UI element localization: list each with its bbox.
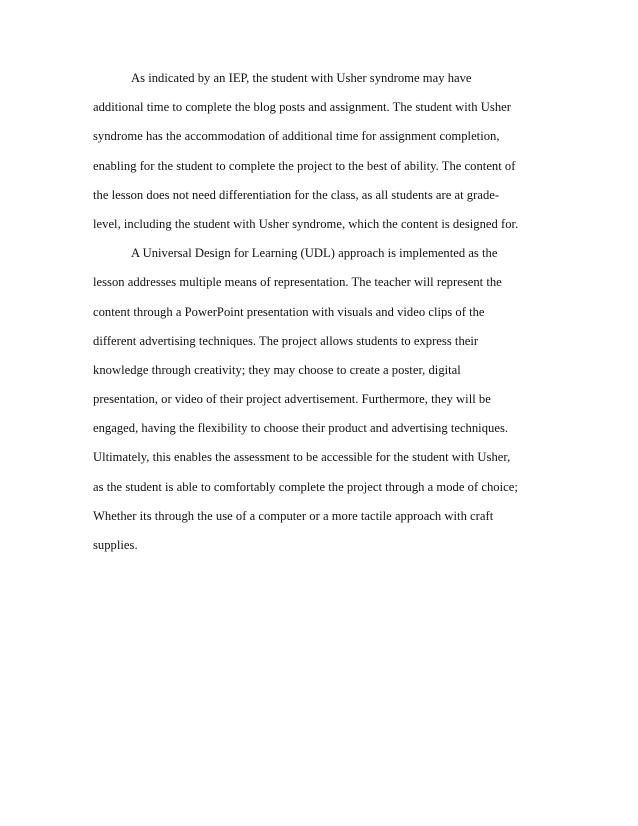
paragraph-accommodation [93, 64, 545, 239]
text-line: lesson addresses multiple means of representation. The teacher will represent the [93, 275, 502, 290]
text-line: the lesson does not need differentiation for the class, as all students are at grade- [93, 187, 500, 202]
text-line: presentation, or video of their project advertisement. Furthermore, they will be [93, 392, 491, 407]
text-line: knowledge through creativity; they may choose to create a poster, digital [93, 362, 461, 377]
text-line: content through a PowerPoint presentation with visuals and video clips of the [93, 304, 485, 319]
text-line: different advertising techniques. The project allows students to express their [93, 333, 479, 348]
text-line: additional time to complete the blog posts and assignment. The student with Usher [93, 100, 511, 115]
text-line: level, including the student with Usher syndrome, which the content is designed for. [93, 216, 519, 231]
text-line: supplies. [93, 538, 138, 552]
text-line: as the student is able to comfortably complete the project through a mode of choice; [93, 479, 518, 494]
text-line: Whether its through the use of a computer or a more tactile approach with craft [93, 508, 494, 523]
text-line: syndrome has the accommodation of additional time for assignment completion, [93, 129, 500, 144]
text-line: As indicated by an IEP, the student with Usher syndrome may have [131, 71, 472, 85]
text-line: Ultimately, this enables the assessment to be accessible for the student with Usher, [93, 450, 511, 465]
text-line: A Universal Design for Learning (UDL) approach is implemented as the [131, 246, 498, 261]
text-line: enabling for the student to complete the project to the best of ability. The content of [93, 158, 516, 173]
paragraph-udl [93, 239, 545, 560]
text-line: engaged, having the flexibility to choose their product and advertising techniques. [93, 421, 509, 436]
document-body [93, 64, 545, 560]
